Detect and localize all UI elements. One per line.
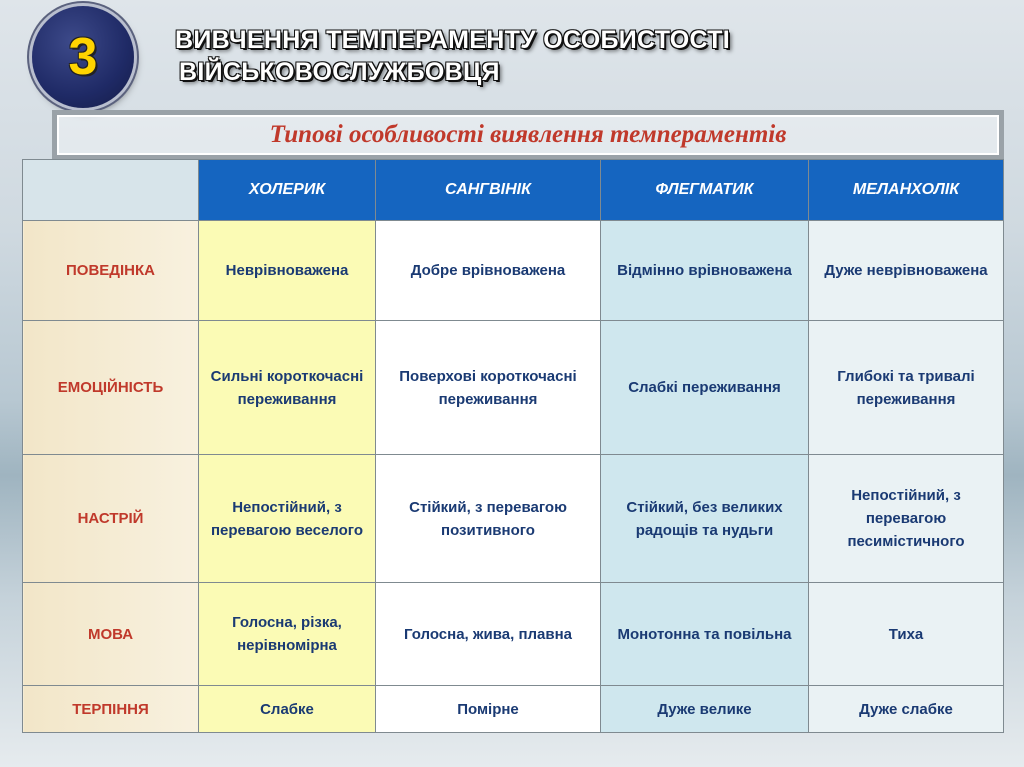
row-label-patience: ТЕРПІННЯ — [23, 686, 199, 733]
slide-number: 3 — [68, 28, 98, 86]
table-cell: Помірне — [376, 686, 601, 733]
table-cell: Дуже слабке — [809, 686, 1004, 733]
row-label-mood: НАСТРІЙ — [23, 455, 199, 583]
table-cell: Відмінно врівноважена — [601, 221, 809, 321]
table-row — [23, 583, 1004, 686]
slide-subtitle: Типові особливості виявлення темпераментів — [269, 121, 787, 148]
table-header-row — [23, 160, 1004, 221]
table-cell: Монотонна та повільна — [601, 583, 809, 686]
header-melancholic: МЕЛАНХОЛІК — [809, 160, 1004, 221]
table-row — [23, 686, 1004, 733]
table-cell: Голосна, різка, нерівномірна — [199, 583, 376, 686]
table-cell: Непостійний, з перевагою веселого — [199, 455, 376, 583]
temperament-table — [22, 159, 1004, 733]
table-cell: Голосна, жива, плавна — [376, 583, 601, 686]
table-row — [23, 321, 1004, 455]
table-corner-cell — [23, 160, 199, 221]
slide-title-line1: ВИВЧЕННЯ ТЕМПЕРАМЕНТУ ОСОБИСТОСТІ — [175, 26, 730, 54]
table-cell: Дуже велике — [601, 686, 809, 733]
header-sanguine: САНГВІНІК — [376, 160, 601, 221]
table-cell: Поверхові короткочасні переживання — [376, 321, 601, 455]
row-label-emotionality: ЕМОЦІЙНІСТЬ — [23, 321, 199, 455]
table-cell: Сильні короткочасні переживання — [199, 321, 376, 455]
subtitle-frame — [52, 110, 1004, 160]
table-cell: Стійкий, з перевагою позитивного — [376, 455, 601, 583]
row-label-behavior: ПОВЕДІНКА — [23, 221, 199, 321]
table-cell: Дуже неврівноважена — [809, 221, 1004, 321]
table-cell: Тиха — [809, 583, 1004, 686]
table-cell: Слабкі переживання — [601, 321, 809, 455]
table-cell: Непостійний, з перевагою песимістичного — [809, 455, 1004, 583]
table-cell: Глибокі та тривалі переживання — [809, 321, 1004, 455]
table-row — [23, 455, 1004, 583]
table-cell: Слабке — [199, 686, 376, 733]
slide-title — [175, 24, 875, 88]
header-phlegmatic: ФЛЕГМАТИК — [601, 160, 809, 221]
table-cell: Добре врівноважена — [376, 221, 601, 321]
row-label-speech: МОВА — [23, 583, 199, 686]
slide-title-line2: ВІЙСЬКОВОСЛУЖБОВЦЯ — [179, 58, 500, 86]
header-choleric: ХОЛЕРИК — [199, 160, 376, 221]
table-cell: Неврівноважена — [199, 221, 376, 321]
table-row — [23, 221, 1004, 321]
slide-number-badge — [32, 6, 134, 108]
table-cell: Стійкий, без великих радощів та нудьги — [601, 455, 809, 583]
